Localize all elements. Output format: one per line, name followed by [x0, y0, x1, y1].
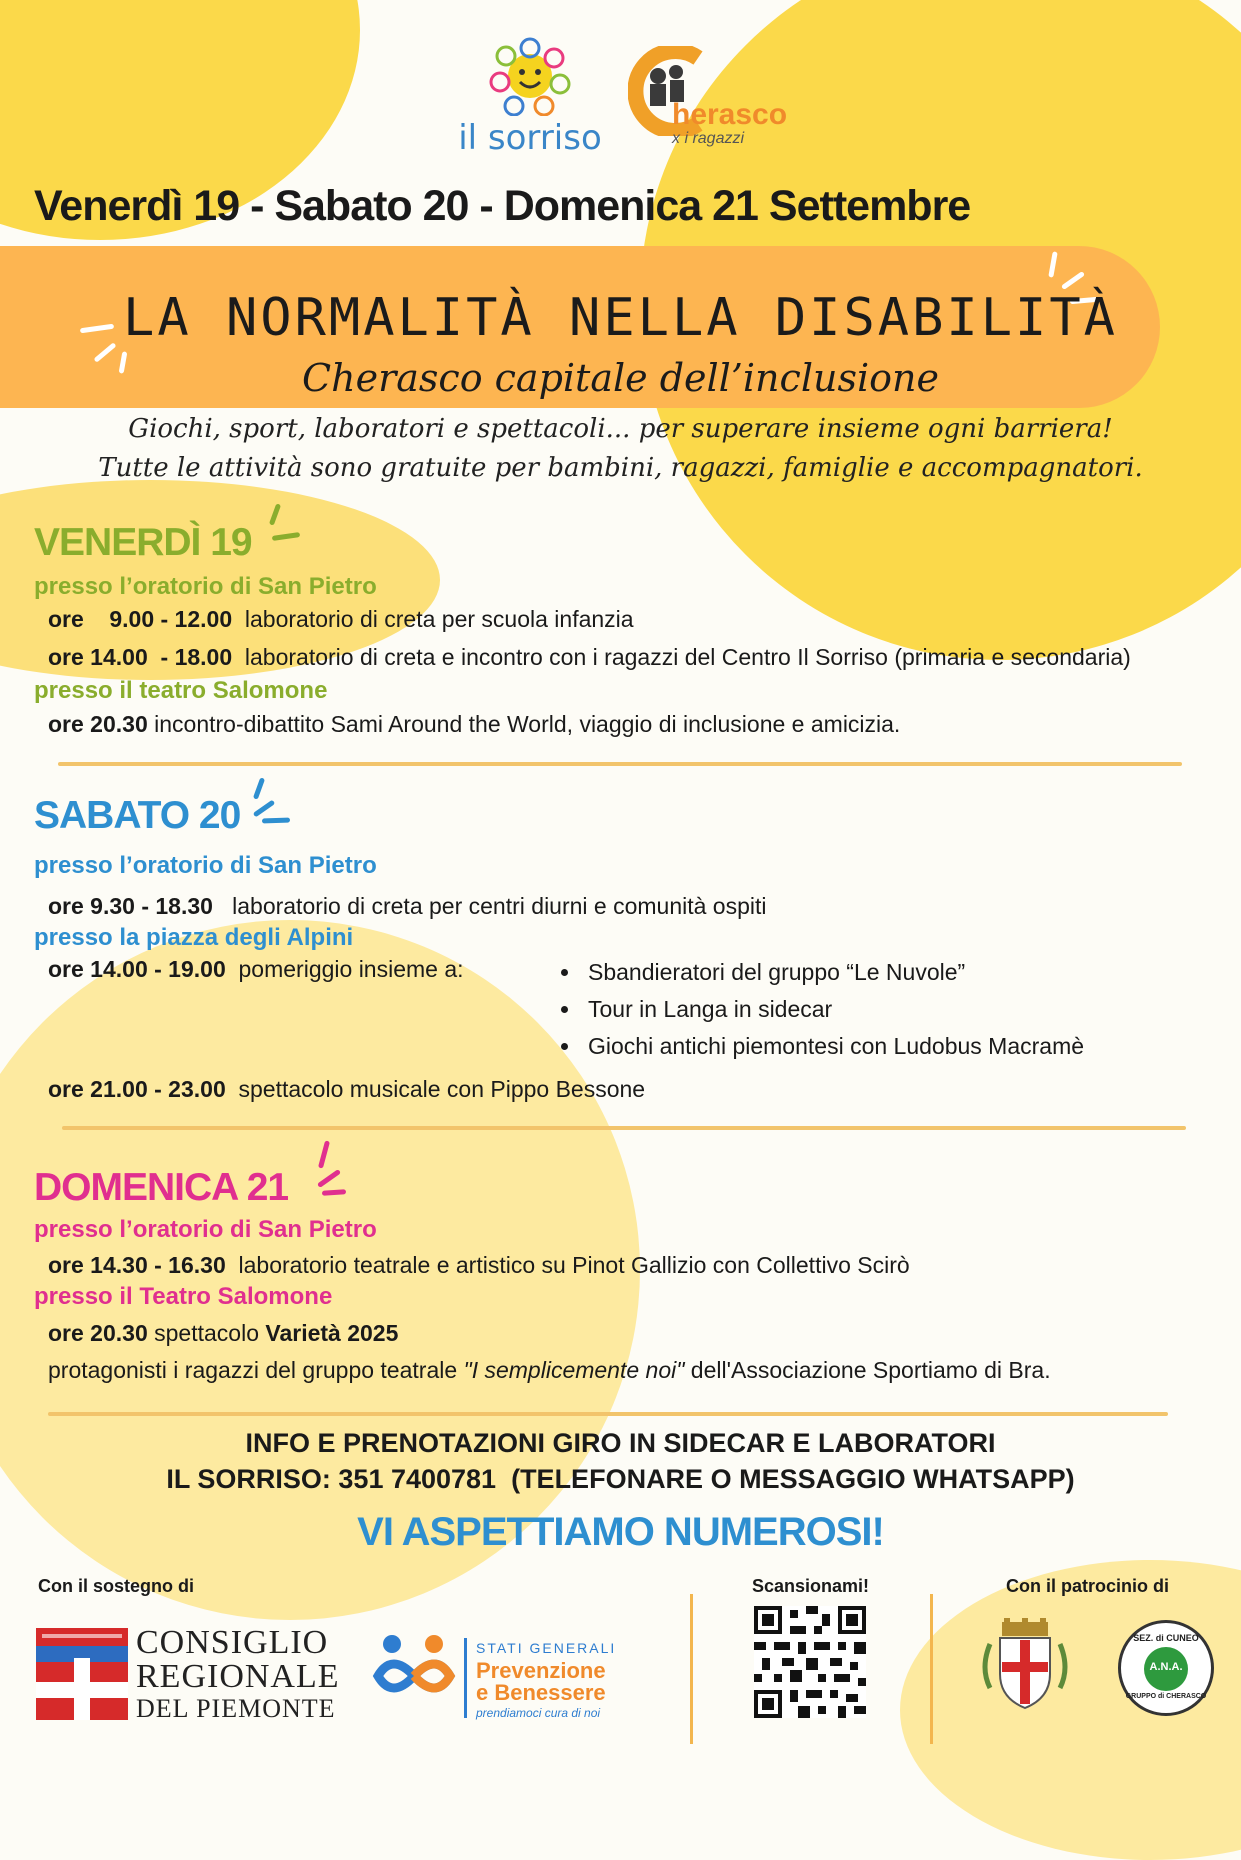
saturday-row-2-text: pomeriggio insieme a: — [238, 956, 464, 982]
alpini-text-mid: A.N.A. — [1149, 1661, 1183, 1673]
alpini-text-bottom: GRUPPO di CHERASCO — [1125, 1693, 1207, 1700]
intro-line-1: Giochi, sport, laboratori e spettacoli... per superare insieme ogni barriera! — [128, 414, 1113, 444]
saturday-row-2 — [48, 956, 464, 983]
list-item: • Giochi antichi piemontesi con Ludobus Macramè — [582, 1028, 1084, 1065]
sunday-row-3-group: "I semplicemente noi" — [463, 1357, 685, 1383]
sun-flower-icon — [482, 36, 578, 116]
qr-code[interactable] — [754, 1606, 866, 1718]
saturday-venue-oratorio: presso l’oratorio di San Pietro — [34, 852, 377, 879]
saturday-activity-list — [556, 954, 1084, 1065]
sunday-row-1 — [48, 1252, 910, 1279]
friday-row-1 — [48, 606, 634, 633]
friday-venue-oratorio: presso l’oratorio di San Pietro — [34, 573, 377, 600]
friday-row-2-text: laboratorio di creta e incontro con i ragazzi del Centro Il Sorriso (primaria e secondaria) — [244, 644, 1131, 670]
list-item: • Sbandieratori del gruppo “Le Nuvole” — [582, 954, 1084, 991]
saturday-heading: SABATO 20 — [34, 794, 241, 837]
friday-row-1-time: ore 9.00 - 12.00 — [48, 606, 233, 632]
cherasco-logo-subtext: x i ragazzi — [672, 130, 745, 147]
stati-text-2: Prevenzione — [476, 1658, 606, 1683]
saturday-row-2-time: ore 14.00 - 19.00 — [48, 956, 226, 982]
list-item: • Tour in Langa in sidecar — [582, 991, 1084, 1028]
saturday-row-1 — [48, 893, 767, 920]
sunday-row-2-show: Varietà 2025 — [265, 1320, 399, 1346]
stati-text-3: e Benessere — [476, 1680, 606, 1705]
friday-heading: VENERDÌ 19 — [34, 521, 252, 564]
alpini-cherasco-logo — [1118, 1620, 1214, 1716]
scan-label: Scansionami! — [752, 1576, 870, 1596]
infinity-hearts-icon — [368, 1626, 460, 1718]
sunday-row-1-time: ore 14.30 - 16.30 — [48, 1252, 226, 1278]
saturday-row-1-text: laboratorio di creta per centri diurni e comunità ospiti — [232, 893, 767, 919]
consiglio-text-3: DEL PIEMONTE — [136, 1694, 336, 1723]
piemonte-flag-icon — [36, 1628, 128, 1720]
saturday-row-3 — [48, 1076, 645, 1103]
saturday-row-1-time: ore 9.30 - 18.30 — [48, 893, 213, 919]
cherasco-coat-of-arms-icon — [980, 1618, 1070, 1714]
sunday-row-1-text: laboratorio teatrale e artistico su Pinot Gallizio con Collettivo Scirò — [238, 1252, 910, 1278]
il-sorriso-logo — [440, 36, 620, 158]
patron-label: Con il patrocinio di — [1006, 1576, 1169, 1596]
sunday-heading: DOMENICA 21 — [34, 1166, 289, 1209]
divider-sunday — [48, 1412, 1168, 1416]
welcome-message: VI ASPETTIAMO NUMEROSI! — [357, 1510, 884, 1554]
stati-text-4: prendiamoci cura di noi — [476, 1706, 601, 1720]
stati-generali-logo — [368, 1624, 638, 1724]
info-line-1: INFO E PRENOTAZIONI GIRO IN SIDECAR E LABORATORI — [245, 1428, 996, 1458]
friday-row-3-text: incontro-dibattito Sami Around the World, viaggio di inclusione e amicizia. — [154, 711, 901, 737]
saturday-venue-piazza: presso la piazza degli Alpini — [34, 924, 354, 951]
sunday-venue-oratorio: presso l’oratorio di San Pietro — [34, 1216, 377, 1243]
sunday-row-3-post: dell'Associazione Sportiamo di Bra. — [690, 1357, 1051, 1383]
saturday-spark-3 — [262, 818, 290, 824]
saturday-spark-2 — [253, 800, 276, 818]
stati-divider — [464, 1638, 467, 1718]
stati-text-1: STATI GENERALI — [476, 1640, 617, 1656]
saturday-row-3-text: spettacolo musicale con Pippo Bessone — [238, 1076, 646, 1102]
info-line-2: IL SORRISO: 351 7400781 (TELEFONARE O MESSAGGIO WHATSAPP) — [166, 1464, 1075, 1494]
support-label: Con il sostegno di — [38, 1576, 194, 1596]
consiglio-text-2: REGIONALE — [136, 1658, 340, 1695]
alpini-emblem-icon — [1144, 1647, 1188, 1691]
sunday-row-2 — [48, 1320, 398, 1347]
friday-row-2 — [48, 644, 1131, 671]
event-dates: Venerdì 19 - Sabato 20 - Domenica 21 Settembre — [34, 182, 971, 230]
saturday-spark-1 — [253, 777, 265, 799]
friday-row-3 — [48, 711, 900, 738]
yellow-blob-bottom-right — [900, 1560, 1241, 1860]
divider-friday — [58, 762, 1182, 766]
consiglio-text-1: CONSIGLIO — [136, 1624, 329, 1661]
alpini-text-top: SEZ. di CUNEO — [1133, 1633, 1199, 1643]
sunday-row-3 — [48, 1357, 1051, 1384]
friday-venue-teatro: presso il teatro Salomone — [34, 677, 328, 704]
saturday-row-3-time: ore 21.00 - 23.00 — [48, 1076, 226, 1102]
friday-row-2-time: ore 14.00 - 18.00 — [48, 644, 233, 670]
cherasco-logo-text: herasco — [672, 98, 788, 131]
sunday-row-2-pre: spettacolo — [154, 1320, 259, 1346]
friday-row-1-text: laboratorio di creta per scuola infanzia — [244, 606, 634, 632]
consiglio-regionale-logo — [36, 1624, 346, 1724]
sunday-venue-teatro: presso il Teatro Salomone — [34, 1283, 333, 1310]
footer-divider-right — [930, 1594, 933, 1744]
friday-row-3-time: ore 20.30 — [48, 711, 148, 737]
sorriso-logo-text: il sorriso — [458, 118, 602, 158]
intro-line-2: Tutte le attività sono gratuite per bambini, ragazzi, famiglie e accompagnatori. — [98, 453, 1143, 483]
main-title: LA NORMALITÀ NELLA DISABILITÀ — [123, 288, 1118, 348]
sub-title: Cherasco capitale dell’inclusione — [302, 356, 939, 400]
divider-saturday — [62, 1126, 1186, 1130]
sunday-row-3-pre: protagonisti i ragazzi del gruppo teatrale — [48, 1357, 458, 1383]
sunday-row-2-time: ore 20.30 — [48, 1320, 148, 1346]
footer-divider-left — [690, 1594, 693, 1744]
